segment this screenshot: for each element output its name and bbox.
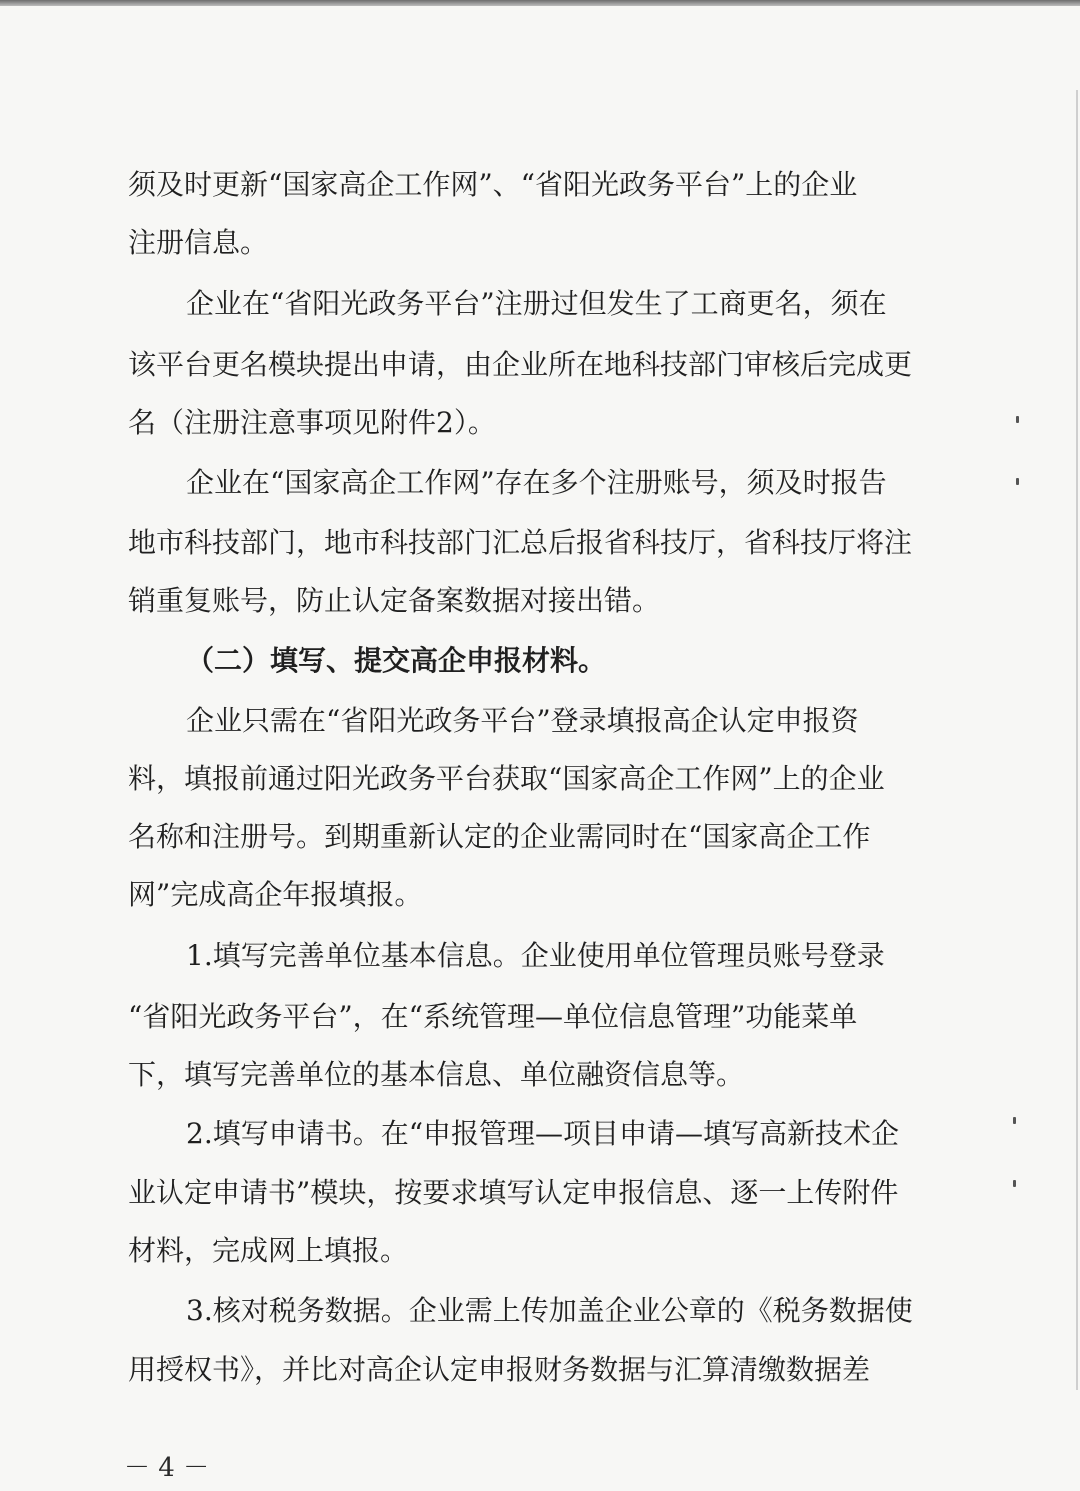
text-line: “省阳光政务平台”，在“系统管理—单位信息管理”功能菜单 [128,1000,858,1033]
text-line: 注册信息。 [128,226,269,259]
text-line: 2.填写申请书。在“申报管理—项目申请—填写高新技术企 [186,1117,900,1150]
page-number: － 4 － [124,1453,210,1483]
text-line: 企业只需在“省阳光政务平台”登录填报高企认定申报资 [186,704,859,737]
scan-top-edge [0,0,1080,6]
text-line: 该平台更名模块提出申请，由企业所在地科技部门审核后完成更 [128,348,913,381]
scan-right-edge [1076,90,1078,1390]
text-line: 须及时更新“国家高企工作网”、“省阳光政务平台”上的企业 [128,168,858,201]
text-line: 1.填写完善单位基本信息。企业使用单位管理员账号登录 [186,939,885,972]
text-line: 名（注册注意事项见附件2）。 [128,406,496,439]
text-line: 料，填报前通过阳光政务平台获取“国家高企工作网”上的企业 [128,762,885,795]
scan-speck [1016,478,1019,485]
text-line: 用授权书》，并比对高企认定申报财务数据与汇算清缴数据差 [128,1353,871,1386]
text-line: 业认定申请书”模块，按要求填写认定申报信息、逐一上传附件 [128,1176,899,1209]
scan-speck [1013,1117,1016,1124]
section-heading: （二）填写、提交高企申报材料。 [186,644,607,677]
text-line: 网”完成高企年报填报。 [128,878,423,911]
text-line: 销重复账号，防止认定备案数据对接出错。 [128,584,661,617]
text-line: 企业在“国家高企工作网”存在多个注册账号，须及时报告 [186,466,887,499]
text-line: 3.核对税务数据。企业需上传加盖企业公章的《税务数据使 [186,1294,913,1327]
scan-speck [1013,1180,1016,1187]
text-line: 企业在“省阳光政务平台”注册过但发生了工商更名，须在 [186,287,887,320]
scan-speck [1016,416,1019,423]
text-line: 地市科技部门，地市科技部门汇总后报省科技厅，省科技厅将注 [128,526,913,559]
text-line: 名称和注册号。到期重新认定的企业需同时在“国家高企工作 [128,820,871,853]
text-line: 下，填写完善单位的基本信息、单位融资信息等。 [128,1058,745,1091]
text-line: 材料，完成网上填报。 [128,1234,409,1267]
